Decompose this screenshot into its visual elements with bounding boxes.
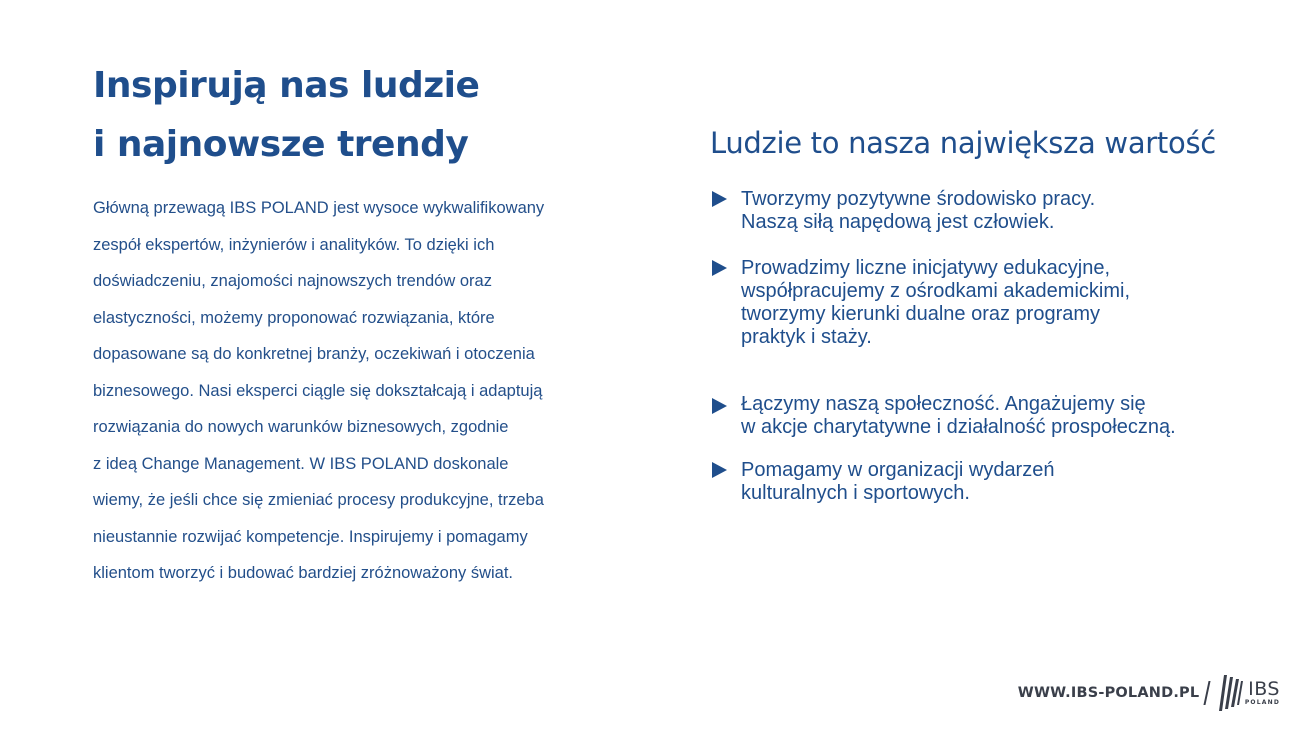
footer [1018,673,1280,713]
page-title-line: Inspirują nas ludzie [93,65,480,106]
bullet-text [741,257,1130,349]
ibs-logo-icon [1217,674,1243,712]
paragraph-line: Główną przewagą IBS POLAND jest wysoce wykwalifikowany [93,199,545,217]
triangle-right-icon [712,398,727,414]
bullet-line: tworzymy kierunki dualne oraz programy [741,303,1101,325]
footer-divider [1204,681,1211,705]
paragraph-line: elastyczności, możemy proponować rozwiązania, które [93,308,495,327]
paragraph-line: z ideą Change Management. W IBS POLAND doskonale [93,454,509,473]
bullet-line: współpracujemy z ośrodkami akademickimi, [741,280,1131,302]
page-title-line: i najnowsze trendy [93,124,469,165]
paragraph-line: wiemy, że jeśli chce się zmieniać procesy produkcyjne, trzeba [93,491,544,509]
intro-paragraph [93,190,593,592]
ibs-logo [1217,674,1280,712]
paragraph-line: dopasowane są do konkretnej branży, oczekiwań i otoczenia [93,345,535,363]
triangle-right-icon [712,462,727,478]
bullet-line: Tworzymy pozytywne środowisko pracy. [741,188,1096,210]
bullet-text [741,188,1095,234]
bullet-line: w akcje charytatywne i działalność prospołeczną. [741,416,1176,438]
bullet-line: praktyk i staży. [741,326,872,348]
triangle-right-icon [712,191,727,207]
bullet-line: Łączymy naszą społeczność. Angażujemy się [741,393,1146,415]
paragraph-line: doświadczeniu, znajomości najnowszych trendów oraz [93,272,492,290]
logo-wordmark [1244,677,1280,707]
paragraph-line: nieustannie rozwijać kompetencje. Inspirujemy i pomagamy [93,527,528,546]
logo-subtext: POLAND [1244,698,1280,706]
logo-text: IBS [1248,677,1280,700]
paragraph-line: zespół ekspertów, inżynierów i analityków. To dzięki ich [93,235,495,254]
website-link[interactable]: WWW.IBS-POLAND.PL [1017,685,1200,701]
bullet-line: Prowadzimy liczne inicjatywy edukacyjne, [741,257,1111,279]
bullet-line: kulturalnych i sportowych. [741,482,970,504]
paragraph-line: rozwiązania do nowych warunków biznesowych, zgodnie [93,418,509,436]
triangle-right-icon [712,260,727,276]
bullet-line: Pomagamy w organizacji wydarzeń [741,459,1055,481]
bullet-text [741,393,1176,439]
page-title [93,56,479,174]
bullet-line: Naszą siłą napędową jest człowiek. [741,211,1055,233]
paragraph-line: klientom tworzyć i budować bardziej zróżnoważony świat. [93,564,514,582]
paragraph-line: biznesowego. Nasi eksperci ciągle się dokształcają i adaptują [93,381,543,400]
section-heading: Ludzie to nasza największa wartość [710,126,1216,160]
bullet-text [741,459,1054,505]
